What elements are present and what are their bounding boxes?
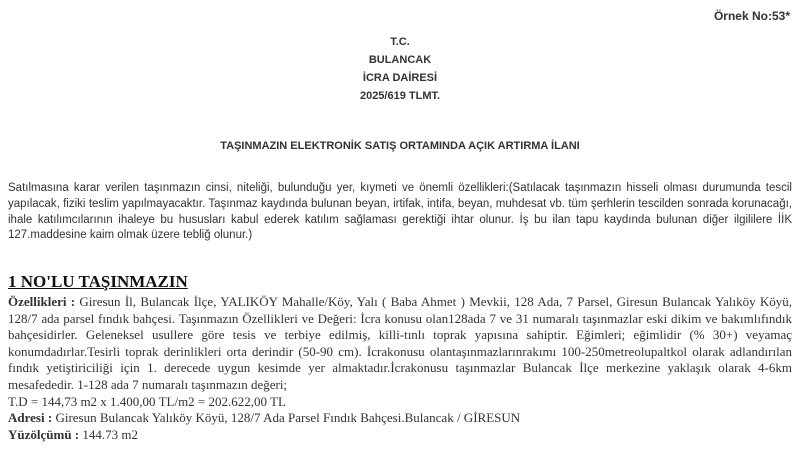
property-area [8,427,792,444]
property-features [8,294,792,394]
property-heading: 1 NO'LU TAŞINMAZIN [8,272,188,291]
features-label: Özellikleri : [8,294,76,309]
notice-title: TAŞINMAZIN ELEKTRONİK SATIŞ ORTAMINDA AÇIK ARTIRMA İLANI [220,140,580,152]
intro-paragraph: Satılmasına karar verilen taşınmazın cinsi, niteliği, bulunduğu yer, kıymeti ve önemli özellikleri:(Satılacak taşınmazın hisseli olması durumunda tescil yapılacak, fiziki teslim yapılmayacaktır. Taşınmaz kaydında bulunan beyan, irtifak, intifa, beyan, muhdesat vb. tüm şerhlerin tescilden sonrada korunacağı, ihale katılımcılarının ihaleye bu hususları kabul ederek katılım sağlaması gerektiği ihtar olunur. İş bu ilan tapu kaydında bulunan diğer ilgililere İİK 127.maddesine kaim olmak üzere tebliğ olunur.) [8,182,792,242]
header-line-city: BULANCAK [368,54,432,66]
address-label: Adresi : [8,410,53,426]
address-text: Giresun Bulancak Yalıköy Köyü, 128/7 Ada Parsel Fındık Bahçesi.Bulancak / GİRESUN [52,410,521,426]
header-line-tc: T.C. [390,36,410,48]
area-label: Yüzölçümü : [8,426,80,442]
features-text: Giresun İl, Bulancak İlçe, YALIKÖY Mahalle/Köy, Yalı ( Baba Ahmet ) Mevkii, 128 Ada, 7 Parsel, Giresun Bulancak Yalıköy Köyü, 128/7 ada parsel fındık bahçesi. Taşınmazın Özellikleri ve Değeri: İcra konusu olan128ada 7 ve 31 numaralı taşınmazlar eski dikim ve bakımlıfındık bahçesidirler. Geleneksel usullere göre tesis ve terbiye edilmiş, killi-tınlı toprak yapısına sahiptir. Eğimleri; eğimlidir (% 30+) veyamaç konumdadırlar.Tesirli toprak derinlikleri orta derindir (50-90 cm). İcrakonusu olantaşınmazlarınrakımı 100-250metreolupaltkol olarak adlandırılan fındık yetiştiriciliği için 1. derecede uygun kesimde yer almaktadır.İcrakonusu taşınmazlar Bulancak İlçe merkezine yaklaşık olarak 4-6km mesafededir. 1-128 ada 7 numaralı taşınmazın değeri; [8,294,793,392]
header-line-file-number: 2025/619 TLMT. [359,90,441,102]
court-header [0,33,800,105]
property-address [8,410,792,427]
sample-number: Örnek No:53* [713,9,790,23]
property-value-line: T.D = 144,73 m2 x 1.400,00 TL/m2 = 202.622,00 TL [8,393,286,409]
property-section [8,272,792,443]
area-text: 144.73 m2 [79,426,139,442]
header-line-office: İCRA DAİRESİ [362,72,438,84]
